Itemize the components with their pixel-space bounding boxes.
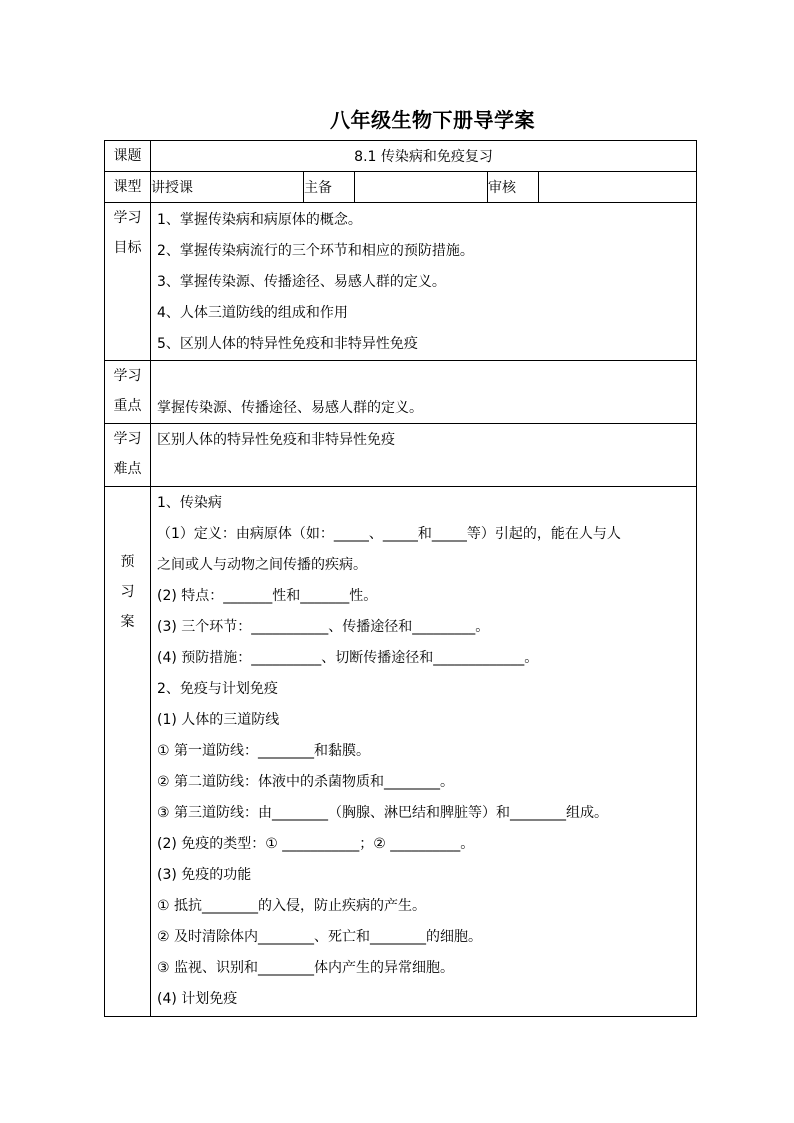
preview-line-12: (2) 免疫的类型：① ___________；② __________。 — [157, 836, 475, 852]
type-label: 课型 — [105, 172, 151, 203]
preview-line-10: ② 第二道防线：体液中的杀菌物质和________。 — [157, 774, 454, 790]
objectives-row — [105, 203, 697, 361]
difficulties-label-line-2: 难点 — [113, 461, 142, 477]
preview-content — [151, 487, 697, 1017]
objectives-label — [105, 203, 151, 361]
reviewer-value — [539, 172, 697, 203]
objective-item-5: 5、区别人体的特异性免疫和非特异性免疫 — [157, 336, 418, 352]
preview-line-11: ③ 第三道防线：由________（胸腺、淋巴结和脾脏等）和________组成。 — [157, 805, 608, 821]
preview-line-15: ② 及时清除体内________、死亡和________的细胞。 — [157, 929, 483, 945]
preview-line-7: 2、免疫与计划免疫 — [157, 681, 278, 697]
preview-line-4: (2) 特点：_______性和_______性。 — [157, 588, 378, 604]
preview-label — [105, 487, 151, 1017]
topic-label: 课题 — [105, 141, 151, 172]
preview-line-17: (4) 计划免疫 — [157, 991, 238, 1007]
preview-label-char-2: 习 — [120, 584, 135, 600]
preview-line-3: 之间或人与动物之间传播的疾病。 — [157, 557, 367, 573]
key-points-content — [151, 361, 697, 424]
preview-line-8: (1) 人体的三道防线 — [157, 712, 280, 728]
reviewer-label: 审核 — [488, 172, 539, 203]
key-points-label-line-2: 重点 — [113, 398, 142, 414]
preview-label-char-3: 案 — [120, 614, 135, 630]
lead-teacher-value — [355, 172, 488, 203]
preview-label-char-1: 预 — [120, 554, 135, 570]
preview-row — [105, 487, 697, 1017]
lead-teacher-label: 主备 — [304, 172, 355, 203]
objective-item-3: 3、掌握传染源、传播途径、易感人群的定义。 — [157, 274, 446, 290]
difficulties-label-line-1: 学习 — [113, 431, 142, 447]
difficulties-label — [105, 424, 151, 487]
objective-item-1: 1、掌握传染病和病原体的概念。 — [157, 212, 362, 228]
objective-item-4: 4、人体三道防线的组成和作用 — [157, 305, 348, 321]
preview-line-5: (3) 三个环节：___________、传播途径和_________。 — [157, 619, 490, 635]
difficulties-content — [151, 424, 697, 487]
topic-row — [105, 141, 697, 172]
objectives-content — [151, 203, 697, 361]
preview-line-2: （1）定义：由病原体（如：_____、_____和_____等）引起的，能在人与人 — [157, 526, 621, 542]
key-points-label — [105, 361, 151, 424]
lesson-plan-table — [104, 140, 697, 1017]
key-points-row — [105, 361, 697, 424]
type-value: 讲授课 — [151, 172, 304, 203]
objective-item-2: 2、掌握传染病流行的三个环节和相应的预防措施。 — [157, 243, 474, 259]
preview-line-1: 1、传染病 — [157, 495, 222, 511]
difficulties-text: 区别人体的特异性免疫和非特异性免疫 — [157, 432, 395, 448]
page-title: 八年级生物下册导学案 — [330, 108, 535, 132]
topic-value: 8.1 传染病和免疫复习 — [151, 141, 697, 172]
difficulties-row — [105, 424, 697, 487]
preview-line-14: ① 抵抗________的入侵，防止疾病的产生。 — [157, 898, 427, 914]
objectives-label-line-2: 目标 — [113, 240, 142, 256]
preview-line-6: (4) 预防措施：__________、切断传播途径和_____________。 — [157, 650, 539, 666]
preview-line-16: ③ 监视、识别和________体内产生的异常细胞。 — [157, 960, 454, 976]
preview-line-13: (3) 免疫的功能 — [157, 867, 252, 883]
type-row — [105, 172, 697, 203]
preview-line-9: ① 第一道防线：________和黏膜。 — [157, 743, 371, 759]
key-points-text: 掌握传染源、传播途径、易感人群的定义。 — [157, 400, 423, 416]
objectives-label-line-1: 学习 — [113, 210, 142, 226]
key-points-label-line-1: 学习 — [113, 368, 142, 384]
